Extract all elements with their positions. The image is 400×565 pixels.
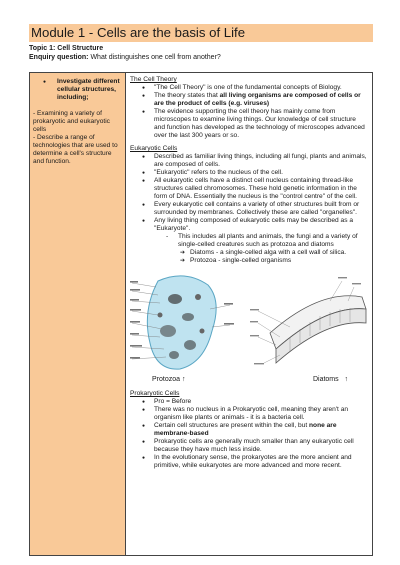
notes-column — [126, 73, 372, 555]
list-item: ● The theory states that all living organisms are composed of cells or are the product of cells (e.g. viruses) — [130, 92, 368, 108]
enquiry-text: What distinguishes one cell from another? — [88, 54, 221, 61]
objective-line: - Describe a range of technologies that are used to determine a cell's structure and function. — [33, 134, 118, 165]
list-item: ● Pro = Before — [130, 398, 368, 406]
protozoa-image — [130, 276, 234, 369]
list-item: ➔ Diatoms - a single-celled alga with a cell wall of silica. — [130, 249, 368, 257]
figures-svg — [130, 271, 368, 375]
diatom-image — [250, 277, 366, 364]
objective-bullet: ● Investigate different cellular structures, including; — [33, 78, 122, 102]
figures-area — [130, 271, 368, 375]
enquiry-label: Enquiry question: — [29, 54, 89, 61]
objectives-column — [30, 73, 126, 555]
eukaryotic-heading: Eukaryotic Cells — [130, 145, 178, 152]
list-item: ● All eukaryotic cells have a distinct cell nucleus containing thread-like structures called chromosomes. These hold genetic information in the form of DNA. Essentially the nucleus is the "control centre" of the cell. — [130, 177, 368, 201]
topic-heading: Topic 1: Cell Structure — [29, 45, 104, 52]
list-item: ● Every eukaryotic cell contains a variety of other structures built from or surrounded by membranes. Collectively these are called "organelles". — [130, 201, 368, 217]
figure-captions — [130, 376, 368, 384]
enquiry-question — [29, 53, 373, 62]
arrow-up-icon: ↑ — [181, 376, 186, 383]
list-item: ● "Eukaryotic" refers to the nucleus of the cell. — [130, 169, 368, 177]
list-item: ● The evidence supporting the cell theory has mainly come from microscopes to examine living things. Our knowledge of cell structure and function has developed as the technology of microscopes advanced over the last 300 years or so. — [130, 108, 368, 140]
cell-theory-section — [130, 76, 368, 140]
content-table — [29, 72, 373, 556]
prokaryotic-heading: Prokaryotic Cells — [130, 390, 180, 397]
list-item: ● There was no nucleus in a Prokaryotic cell, meaning they aren't an organism like plants or animals - it is a bacteria cell. — [130, 406, 368, 422]
list-item: ➔ Protozoa - single-celled organisms — [130, 257, 368, 265]
list-item: ● Prokaryotic cells are generally much smaller than any eukaryotic cell because they have much less inside. — [130, 438, 368, 454]
document-page — [29, 24, 373, 469]
list-item: ● Certain cell structures are present within the cell, but none are membrane-based — [130, 422, 368, 438]
list-item: - This includes all plants and animals, the fungi and a variety of single-celled creatures such as protozoa and diatoms — [130, 233, 368, 249]
objective-lines — [33, 110, 122, 166]
eukaryotic-section — [130, 145, 368, 265]
list-item: ● In the evolutionary sense, the prokaryotes are the more ancient and primitive, while eukaryotes are more advanced and more recent. — [130, 454, 368, 470]
diatoms-caption: Diatoms ↑ — [312, 376, 348, 383]
list-item: ● "The Cell Theory" is one of the fundamental concepts of Biology. — [130, 84, 368, 92]
list-item: ● Any living thing composed of eukaryotic cells may be described as a "Eukaryote". — [130, 217, 368, 233]
protozoa-caption: Protozoa ↑ — [152, 376, 186, 383]
objective-line: - Examining a variety of prokaryotic and eukaryotic cells — [33, 110, 110, 133]
list-item: ● Described as familiar living things, including all fungi, plants and animals, are composed of cells. — [130, 153, 368, 169]
cell-theory-heading: The Cell Theory — [130, 76, 177, 83]
prokaryotic-section — [130, 390, 368, 470]
arrow-up-icon: ↑ — [344, 376, 348, 383]
module-title: Module 1 - Cells are the basis of Life — [29, 24, 373, 42]
